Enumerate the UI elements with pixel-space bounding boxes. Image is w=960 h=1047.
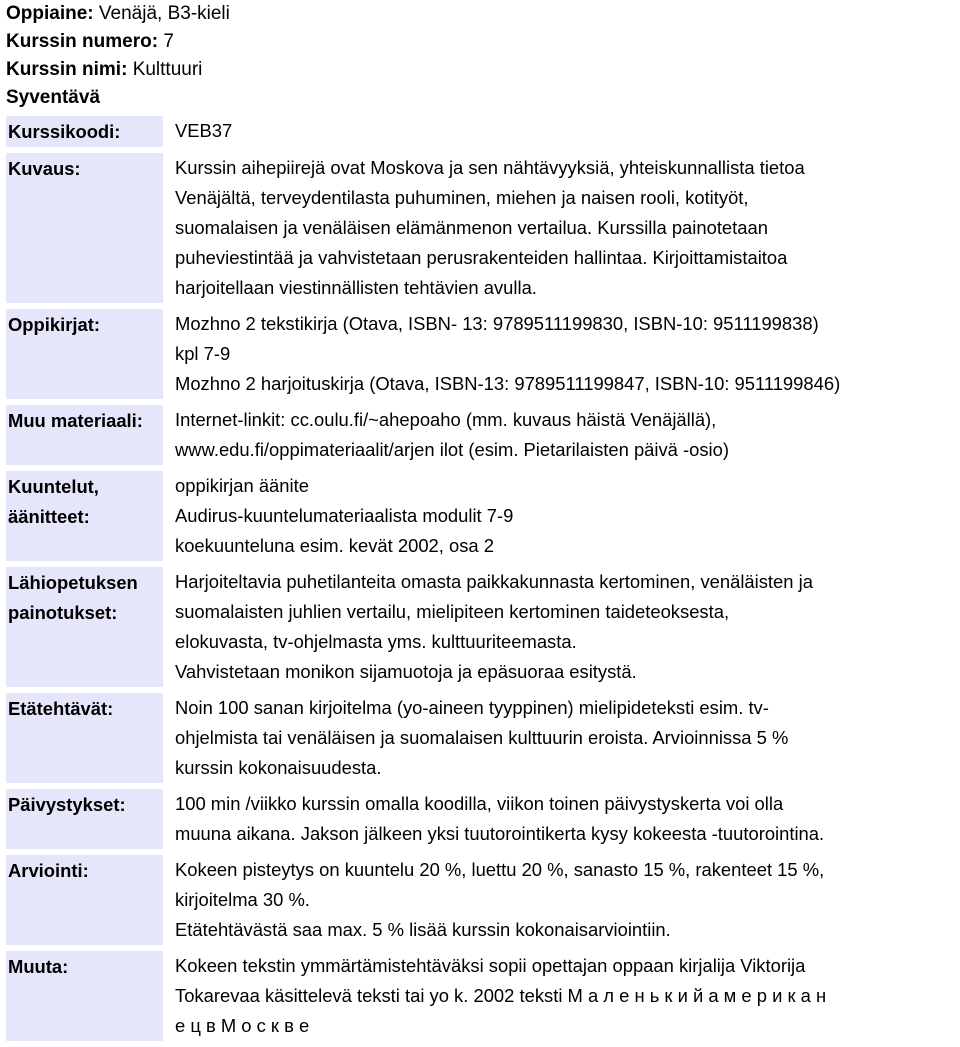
row-value-line: elokuvasta, tv-ohjelmasta yms. kulttuuriteemasta.: [175, 631, 577, 652]
row-value-line: Kokeen pisteytys on kuuntelu 20 %, luettu 20 %, sanasto 15 %, rakenteet 15 %,: [175, 859, 825, 880]
course-number-line: [6, 28, 960, 56]
row-value-line: Kurssin aihepiirejä ovat Moskova ja sen nähtävyyksiä, yhteiskunnallista tietoa: [175, 157, 805, 178]
subject-value: Venäjä, B3-kieli: [98, 3, 230, 24]
row-gap: [163, 309, 175, 399]
course-number-value: 7: [163, 31, 174, 52]
row-label: [6, 153, 163, 303]
row-value: [175, 855, 960, 945]
row-label-line: Muuta:: [8, 956, 69, 977]
row-label-line: Oppikirjat:: [8, 314, 100, 335]
row-value: [175, 116, 960, 147]
subject-line: [6, 0, 960, 28]
row-label: [6, 789, 163, 849]
row-value-line: VEB37: [175, 120, 233, 141]
row-value-line: muuna aikana. Jakson jälkeen yksi tuutorointikerta kysy kokeesta -tuutorointina.: [175, 823, 825, 844]
row-label-line: Lähiopetuksen: [8, 572, 138, 593]
row-value-line: Tokarevaa käsittelevä teksti tai yo k. 2002 teksti М а л е н ь к и й а м е р и к а н: [175, 985, 827, 1006]
row-other-material: [6, 405, 960, 465]
row-label: [6, 471, 163, 561]
row-label-line: painotukset:: [8, 602, 118, 623]
row-gap: [163, 951, 175, 1041]
row-value-line: ohjelmista tai venäläisen ja suomalaisen kulttuurin eroista. Arvioinnissa 5 %: [175, 727, 789, 748]
row-other-notes: [6, 951, 960, 1041]
row-value-line: kurssin kokonaisuudesta.: [175, 757, 382, 778]
row-gap: [163, 405, 175, 465]
row-value-line: Mozhno 2 harjoituskirja (Otava, ISBN-13: 9789511199847, ISBN-10: 9511199846): [175, 373, 841, 394]
row-label-line: Muu materiaali:: [8, 410, 143, 431]
row-contact-teaching-focus: [6, 567, 960, 687]
row-gap: [163, 789, 175, 849]
row-tutoring-hours: [6, 789, 960, 849]
row-label: [6, 309, 163, 399]
row-value: [175, 309, 960, 399]
row-gap: [163, 567, 175, 687]
row-gap: [163, 693, 175, 783]
row-value-line: suomalaisten juhlien vertailu, mielipiteen kertominen taideteoksesta,: [175, 601, 730, 622]
row-value-line: www.edu.fi/oppimateriaalit/arjen ilot (esim. Pietarilaisten päivä -osio): [175, 439, 729, 460]
row-value-line: Venäjältä, terveydentilasta puhuminen, miehen ja naisen rooli, kotityöt,: [175, 187, 749, 208]
row-value-line: kpl 7-9: [175, 343, 231, 364]
level-heading: Syventävä: [6, 87, 101, 108]
row-textbooks: [6, 309, 960, 399]
row-label-line: äänitteet:: [8, 506, 90, 527]
row-value-line: 100 min /viikko kurssin omalla koodilla, viikon toinen päivystyskerta voi olla: [175, 793, 784, 814]
row-value-line: Internet-linkit: cc.oulu.fi/~ahepoaho (mm. kuvaus häistä Venäjällä),: [175, 409, 717, 430]
row-gap: [163, 471, 175, 561]
row-label: [6, 405, 163, 465]
course-name-label: Kurssin nimi:: [6, 59, 128, 80]
row-value-line: suomalaisen ja venäläisen elämänmenon vertailua. Kurssilla painotetaan: [175, 217, 768, 238]
row-remote-assignments: [6, 693, 960, 783]
row-value-line: Mozhno 2 tekstikirja (Otava, ISBN- 13: 9789511199830, ISBN-10: 9511199838): [175, 313, 819, 334]
row-label-line: Päivystykset:: [8, 794, 126, 815]
row-value-line: е ц в М о с к в е: [175, 1015, 310, 1036]
row-value: [175, 405, 960, 465]
row-label: [6, 567, 163, 687]
row-gap: [163, 153, 175, 303]
row-label: [6, 951, 163, 1041]
row-value-line: kirjoitelma 30 %.: [175, 889, 310, 910]
row-value: [175, 471, 960, 561]
row-value-line: puheviestintää ja vahvistetaan perusrakenteiden hallintaa. Kirjoittamistaitoa: [175, 247, 788, 268]
row-label: [6, 693, 163, 783]
row-value: [175, 693, 960, 783]
row-value: [175, 951, 960, 1041]
row-gap: [163, 116, 175, 147]
row-value: [175, 789, 960, 849]
row-value-line: harjoitellaan viestinnällisten tehtävien avulla.: [175, 277, 537, 298]
row-value-line: Etätehtävästä saa max. 5 % lisää kurssin kokonaisarviointiin.: [175, 919, 671, 940]
row-value-line: Harjoiteltavia puhetilanteita omasta paikkakunnasta kertominen, venäläisten ja: [175, 571, 813, 592]
row-label-line: Kuuntelut,: [8, 476, 99, 497]
row-label: [6, 855, 163, 945]
row-label-line: Kuvaus:: [8, 158, 81, 179]
row-label: [6, 116, 163, 147]
course-number-label: Kurssin numero:: [6, 31, 159, 52]
row-label-line: Arviointi:: [8, 860, 89, 881]
course-info-table: [6, 110, 960, 1047]
row-value: [175, 153, 960, 303]
row-label-line: Etätehtävät:: [8, 698, 114, 719]
row-listening-recordings: [6, 471, 960, 561]
row-description: [6, 153, 960, 303]
subject-label: Oppiaine:: [6, 3, 94, 24]
row-value: [175, 567, 960, 687]
row-course-code: [6, 116, 960, 147]
row-value-line: Vahvistetaan monikon sijamuotoja ja epäsuoraa esitystä.: [175, 661, 637, 682]
row-label-line: Kurssikoodi:: [8, 121, 121, 142]
row-value-line: koekuunteluna esim. kevät 2002, osa 2: [175, 535, 494, 556]
row-value-line: oppikirjan äänite: [175, 475, 309, 496]
row-assessment: [6, 855, 960, 945]
course-name-value: Kulttuuri: [132, 59, 203, 80]
row-gap: [163, 855, 175, 945]
row-value-line: Audirus-kuuntelumateriaalista modulit 7-9: [175, 505, 514, 526]
course-name-line: [6, 56, 960, 84]
row-value-line: Kokeen tekstin ymmärtämistehtäväksi sopii opettajan oppaan kirjalija Viktorija: [175, 955, 806, 976]
row-value-line: Noin 100 sanan kirjoitelma (yo-aineen tyyppinen) mielipideteksti esim. tv-: [175, 697, 769, 718]
